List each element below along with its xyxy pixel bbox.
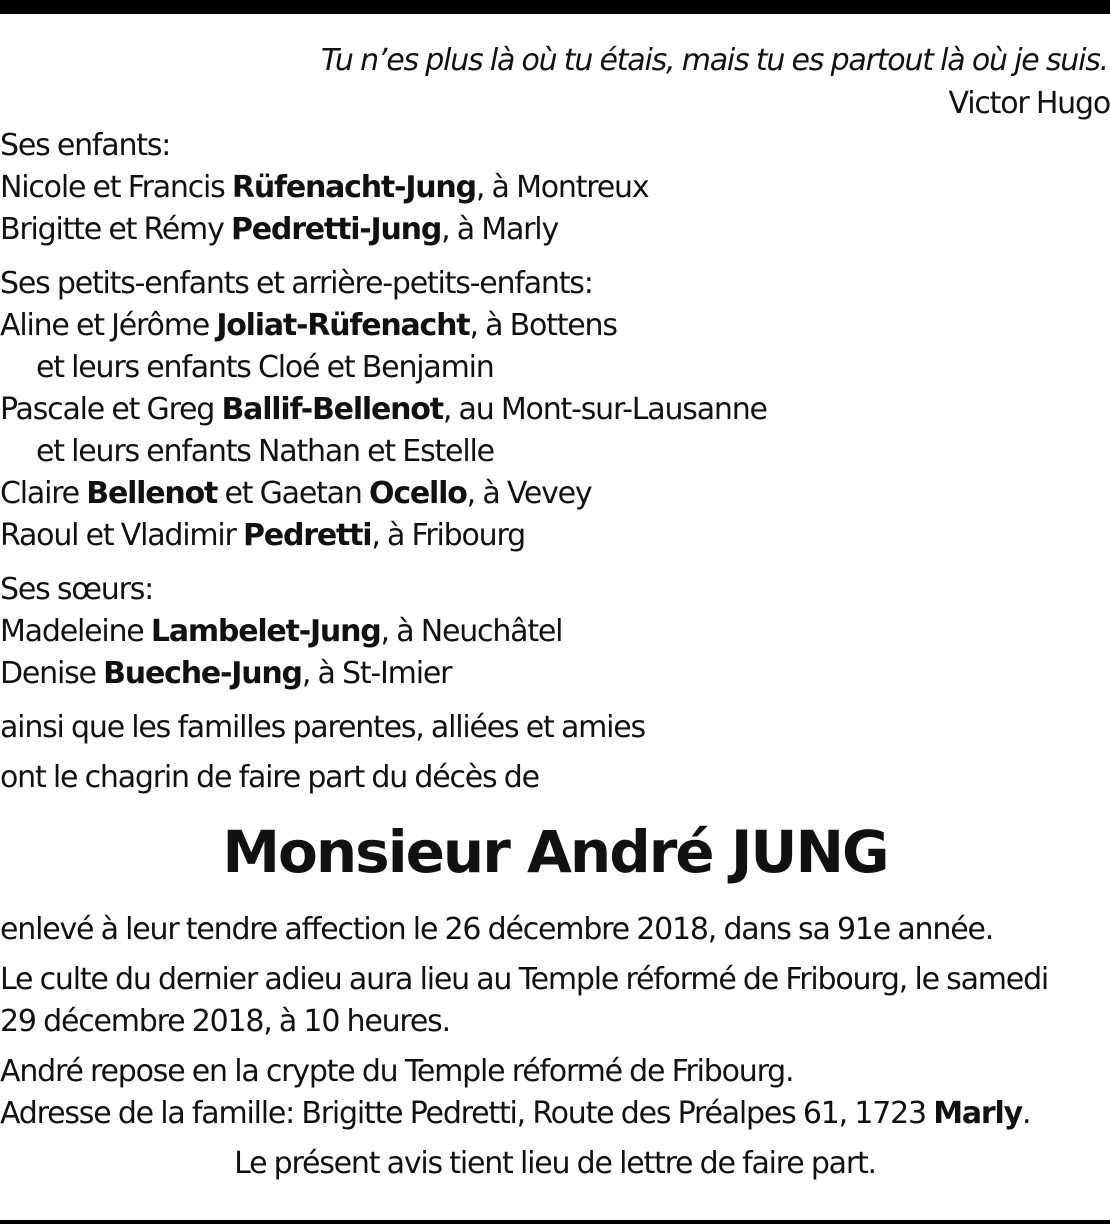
service-line: Le culte du dernier adieu aura lieu au Temple réformé de Fribourg, le samedi: [0, 962, 1049, 997]
family-note: et leurs enfants Nathan et Estelle: [36, 434, 494, 469]
epigraph-quote: Tu n’es plus là où tu étais, mais tu es partout là où je suis.: [320, 43, 1108, 78]
family-surname: Rüfenacht-Jung: [231, 170, 476, 205]
family-surname: Lambelet-Jung: [150, 614, 381, 649]
family-line: Denise Bueche-Jung, à St-Imier: [0, 656, 452, 691]
family-line: Aline et Jérôme Joliat-Rüfenacht, à Bottens: [0, 308, 617, 343]
family-note: et leurs enfants Cloé et Benjamin: [36, 350, 494, 385]
deceased-name: Monsieur André JUNG: [222, 818, 888, 886]
top-rule: [0, 0, 1110, 14]
family-surname: Ocello: [369, 476, 467, 511]
service-line: 29 décembre 2018, à 10 heures.: [0, 1004, 450, 1039]
family-line: Brigitte et Rémy Pedretti-Jung, à Marly: [0, 212, 558, 247]
obituary-notice: [0, 40, 1110, 1185]
family-surname: Joliat-Rüfenacht: [216, 308, 470, 343]
closing-line: Le présent avis tient lieu de lettre de faire part.: [234, 1146, 876, 1181]
address-city: Marly: [933, 1096, 1022, 1131]
family-line: Nicole et Francis Rüfenacht-Jung, à Montreux: [0, 170, 649, 205]
passing-line: enlevé à leur tendre affection le 26 décembre 2018, dans sa 91e année.: [0, 912, 994, 947]
family-line: Claire Bellenot et Gaetan Ocello, à Vevey: [0, 476, 592, 511]
address-line: Adresse de la famille: Brigitte Pedretti, Route des Préalpes 61, 1723 Marly.: [0, 1096, 1031, 1131]
family-surname: Bellenot: [86, 476, 218, 511]
rest-line: André repose en la crypte du Temple réformé de Fribourg.: [0, 1054, 794, 1089]
family-line: Raoul et Vladimir Pedretti, à Fribourg: [0, 518, 525, 553]
family-surname: Pedretti: [243, 518, 372, 553]
children-heading: Ses enfants:: [0, 128, 171, 163]
family-line: Madeleine Lambelet-Jung, à Neuchâtel: [0, 614, 563, 649]
family-surname: Ballif-Bellenot: [221, 392, 443, 427]
announcement-line: ont le chagrin de faire part du décès de: [0, 760, 539, 795]
families-line: ainsi que les familles parentes, alliées et amies: [0, 710, 645, 745]
family-line: Pascale et Greg Ballif-Bellenot, au Mont-sur-Lausanne: [0, 392, 767, 427]
family-surname: Bueche-Jung: [103, 656, 302, 691]
family-surname: Pedretti-Jung: [230, 212, 442, 247]
bottom-rule: [0, 1220, 1110, 1224]
grandchildren-heading: Ses petits-enfants et arrière-petits-enfants:: [0, 266, 593, 301]
epigraph-author: Victor Hugo: [948, 86, 1110, 121]
sisters-heading: Ses sœurs:: [0, 572, 154, 607]
